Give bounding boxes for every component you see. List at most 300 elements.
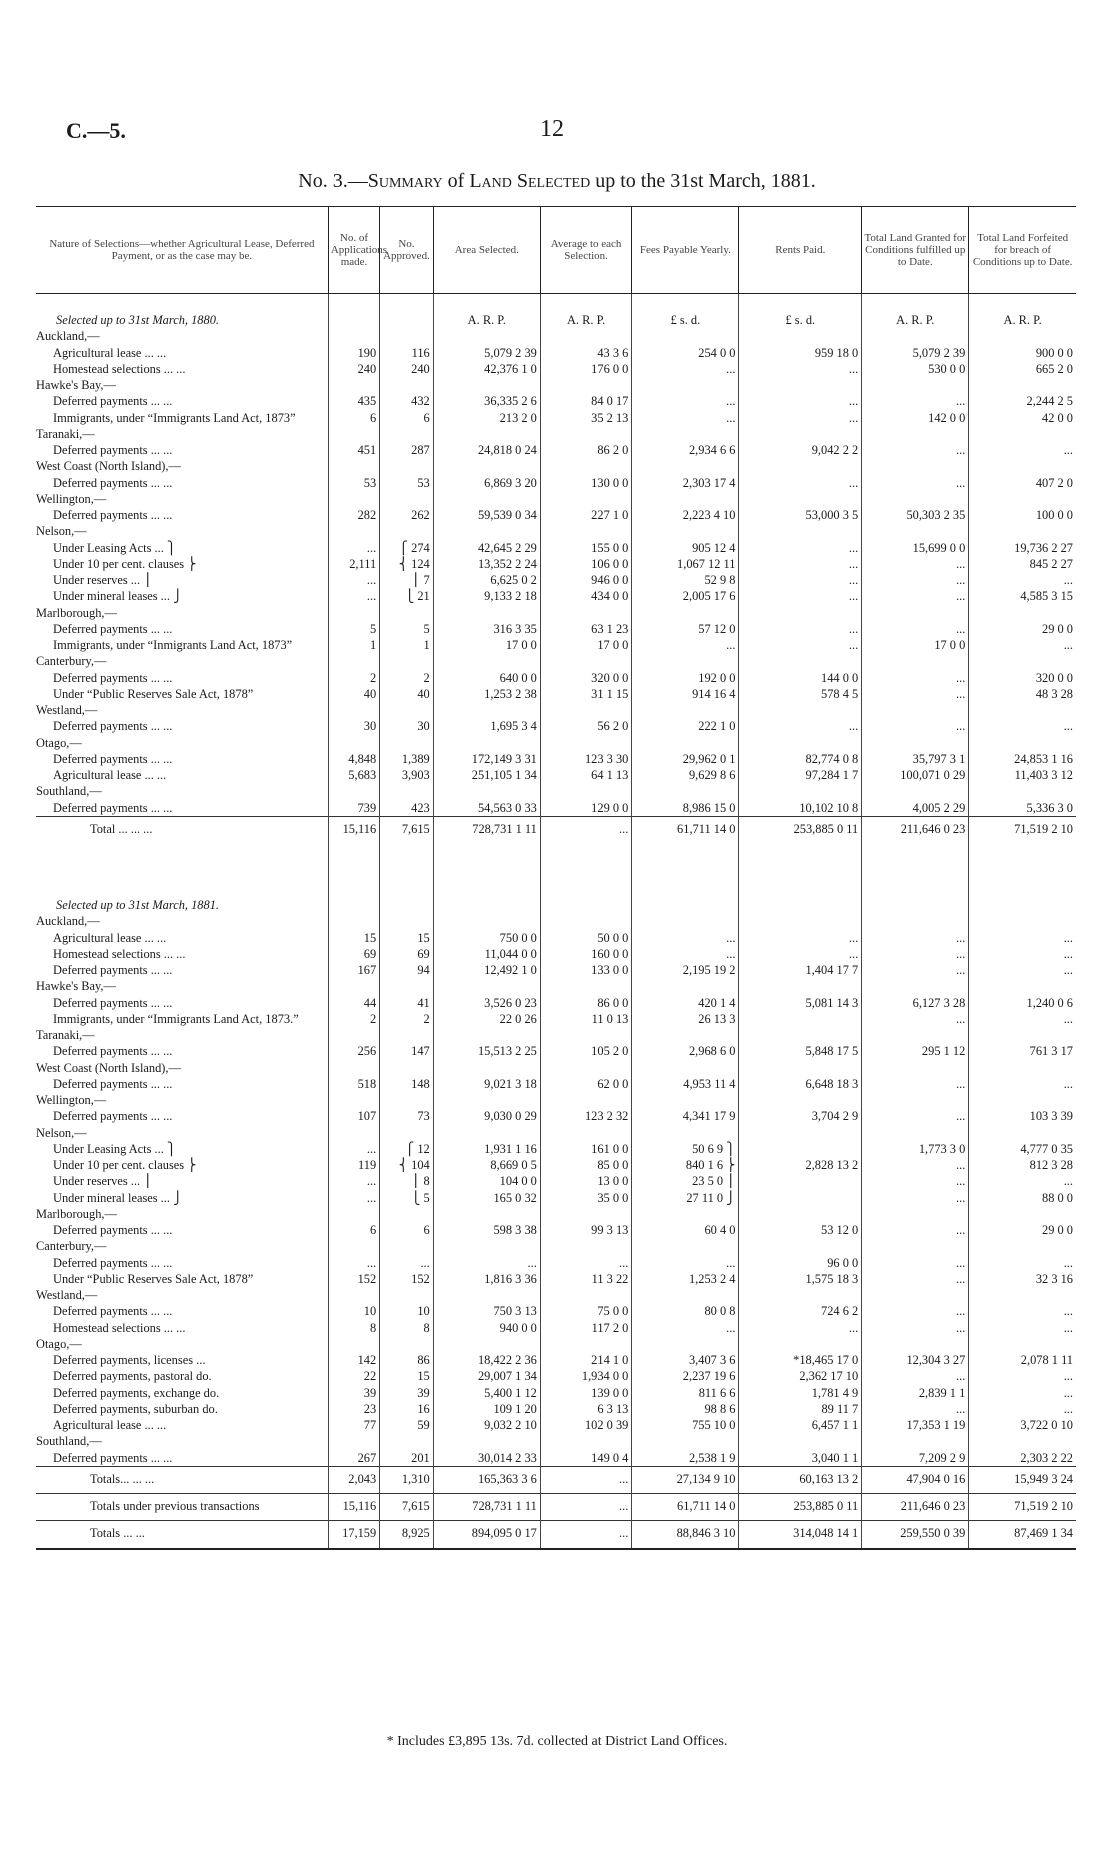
cell-granted bbox=[862, 328, 969, 344]
cell-apps: 739 bbox=[328, 800, 379, 817]
cell-area bbox=[433, 702, 540, 718]
selection-type: Deferred payments ... ... bbox=[53, 719, 173, 734]
cell-area: 42,376 1 0 bbox=[433, 361, 540, 377]
blank-cell: A. R. P. bbox=[969, 294, 1076, 329]
cell-apps: 6 bbox=[328, 410, 379, 426]
cell-apps bbox=[328, 1433, 379, 1449]
table-row bbox=[36, 442, 1076, 458]
cell-rents: 82,774 0 8 bbox=[739, 751, 862, 767]
cell-area bbox=[433, 1336, 540, 1352]
cell-granted: ... bbox=[862, 1222, 969, 1238]
cell-approved: 287 bbox=[380, 442, 434, 458]
table-row bbox=[36, 767, 1076, 783]
selection-type: Deferred payments ... ... bbox=[53, 995, 173, 1010]
cell-approved: ⎪ 8 bbox=[380, 1173, 434, 1189]
cell-area: 9,032 2 10 bbox=[433, 1417, 540, 1433]
cell-area: 251,105 1 34 bbox=[433, 767, 540, 783]
cell-apps: ... bbox=[328, 1141, 379, 1157]
cell-rents bbox=[739, 1027, 862, 1043]
cell-granted bbox=[862, 1060, 969, 1076]
selection-type: Deferred payments ... ... bbox=[53, 1076, 173, 1091]
cell-avg: 17 0 0 bbox=[540, 637, 632, 653]
selection-type: Homestead selections ... ... bbox=[53, 1320, 186, 1335]
cell-granted: 7,209 2 9 bbox=[862, 1450, 969, 1467]
cell-granted bbox=[862, 702, 969, 718]
cell-apps: 190 bbox=[328, 345, 379, 361]
cell-apps: ... bbox=[328, 540, 379, 556]
cell-apps: 518 bbox=[328, 1076, 379, 1092]
blank-cell bbox=[380, 879, 434, 913]
cell-avg: 85 0 0 bbox=[540, 1157, 632, 1173]
cell-area bbox=[433, 653, 540, 669]
region-row bbox=[36, 1092, 1076, 1108]
cell-fees: 2,005 17 6 bbox=[632, 588, 739, 604]
cell-granted: ... bbox=[862, 475, 969, 491]
cell-apps bbox=[328, 1125, 379, 1141]
table-row bbox=[36, 1011, 1076, 1027]
cell-apps: 8 bbox=[328, 1320, 379, 1336]
cell-avg: 35 0 0 bbox=[540, 1190, 632, 1206]
cell-forfeited: ... bbox=[969, 572, 1076, 588]
cell-apps: 6 bbox=[328, 1222, 379, 1238]
cell-area: 750 0 0 bbox=[433, 930, 540, 946]
region-name: Hawke's Bay,— bbox=[36, 979, 116, 994]
selection-type: Deferred payments, suburban do. bbox=[53, 1401, 218, 1416]
cell-fees: 905 12 4 bbox=[632, 540, 739, 556]
selection-type: Under reserves ... ⎪ bbox=[53, 573, 153, 587]
table-row bbox=[36, 410, 1076, 426]
cell-rents: 144 0 0 bbox=[739, 670, 862, 686]
table-row bbox=[36, 540, 1076, 556]
cell-approved: 6 bbox=[380, 410, 434, 426]
cell-approved: ⎧ 12 bbox=[380, 1141, 434, 1157]
gap-cell bbox=[36, 843, 328, 879]
cell-apps: ... bbox=[328, 1255, 379, 1271]
cell-apps: 5 bbox=[328, 621, 379, 637]
cell-approved bbox=[380, 458, 434, 474]
table-row bbox=[36, 1303, 1076, 1319]
cell-avg bbox=[540, 523, 632, 539]
cell-apps: 44 bbox=[328, 995, 379, 1011]
cell-granted: 2,839 1 1 bbox=[862, 1385, 969, 1401]
region-row bbox=[36, 426, 1076, 442]
table-row bbox=[36, 1173, 1076, 1189]
selection-type: Deferred payments ... ... bbox=[53, 1450, 173, 1465]
selection-type: Under Leasing Acts ... ⎫ bbox=[53, 1141, 177, 1156]
cell-forfeited: 761 3 17 bbox=[969, 1043, 1076, 1059]
cell-rents: ... bbox=[739, 475, 862, 491]
cell-forfeited: 4,777 0 35 bbox=[969, 1141, 1076, 1157]
region-name: Auckland,— bbox=[36, 329, 100, 344]
cell-rents: 89 11 7 bbox=[739, 1401, 862, 1417]
cell-granted bbox=[862, 491, 969, 507]
table-row bbox=[36, 1352, 1076, 1368]
cell-area: 172,149 3 31 bbox=[433, 751, 540, 767]
cell-rents: 253,885 0 11 bbox=[739, 1494, 862, 1521]
cell-fees: ... bbox=[632, 410, 739, 426]
region-name: West Coast (North Island),— bbox=[36, 459, 181, 474]
selection-type: Under mineral leases ... ⎭ bbox=[53, 1190, 183, 1205]
cell-granted: 530 0 0 bbox=[862, 361, 969, 377]
cell-forfeited bbox=[969, 783, 1076, 799]
cell-forfeited bbox=[969, 1092, 1076, 1108]
cell-fees: ... bbox=[632, 361, 739, 377]
col-nature: Nature of Selections—whether Agricultural Lease, Deferred Payment, or as the case may be. bbox=[36, 207, 328, 294]
cell-approved: 116 bbox=[380, 345, 434, 361]
cell-forfeited: ... bbox=[969, 1368, 1076, 1384]
column-headers bbox=[36, 207, 1076, 294]
cell-approved: 5 bbox=[380, 621, 434, 637]
cell-avg: 105 2 0 bbox=[540, 1043, 632, 1059]
cell-forfeited bbox=[969, 702, 1076, 718]
cell-approved bbox=[380, 1336, 434, 1352]
selection-type: Deferred payments ... ... bbox=[53, 1223, 173, 1237]
cell-avg: 130 0 0 bbox=[540, 475, 632, 491]
cell-fees bbox=[632, 328, 739, 344]
cell-approved: 2 bbox=[380, 1011, 434, 1027]
table-row bbox=[36, 475, 1076, 491]
cell-area: 728,731 1 11 bbox=[433, 816, 540, 843]
col-fees: Fees Payable Yearly. bbox=[632, 207, 739, 294]
region-row bbox=[36, 458, 1076, 474]
cell-granted: ... bbox=[862, 572, 969, 588]
selection-type: Deferred payments ... ... bbox=[53, 670, 173, 685]
selection-type: Deferred payments ... ... bbox=[53, 621, 173, 636]
cell-area: 3,526 0 23 bbox=[433, 995, 540, 1011]
table-row bbox=[36, 946, 1076, 962]
cell-avg bbox=[540, 702, 632, 718]
cell-area bbox=[433, 1287, 540, 1303]
cell-rents: 2,362 17 10 bbox=[739, 1368, 862, 1384]
cell-fees bbox=[632, 377, 739, 393]
gap-cell bbox=[969, 843, 1076, 879]
cell-fees: 80 0 8 bbox=[632, 1303, 739, 1319]
cell-avg: ... bbox=[540, 1466, 632, 1493]
cell-fees bbox=[632, 605, 739, 621]
cell-granted: 6,127 3 28 bbox=[862, 995, 969, 1011]
cell-area: 9,133 2 18 bbox=[433, 588, 540, 604]
cell-forfeited: 48 3 28 bbox=[969, 686, 1076, 702]
cell-fees: 61,711 14 0 bbox=[632, 1494, 739, 1521]
cell-area: ... bbox=[433, 1255, 540, 1271]
table-row bbox=[36, 361, 1076, 377]
cell-avg: 35 2 13 bbox=[540, 410, 632, 426]
cell-approved: 15 bbox=[380, 930, 434, 946]
cell-granted bbox=[862, 1092, 969, 1108]
cell-approved: 240 bbox=[380, 361, 434, 377]
gap-cell bbox=[540, 843, 632, 879]
selection-type: Deferred payments, pastoral do. bbox=[53, 1369, 212, 1384]
cell-avg: 123 3 30 bbox=[540, 751, 632, 767]
cell-area bbox=[433, 735, 540, 751]
cell-rents: 578 4 5 bbox=[739, 686, 862, 702]
cell-approved: 69 bbox=[380, 946, 434, 962]
cell-granted: ... bbox=[862, 1173, 969, 1189]
cell-avg: 106 0 0 bbox=[540, 556, 632, 572]
cell-area: 42,645 2 29 bbox=[433, 540, 540, 556]
cell-forfeited bbox=[969, 328, 1076, 344]
totals-row bbox=[36, 1466, 1076, 1493]
cell-approved: 147 bbox=[380, 1043, 434, 1059]
cell-area bbox=[433, 458, 540, 474]
cell-avg bbox=[540, 426, 632, 442]
cell-approved: 1,310 bbox=[380, 1466, 434, 1493]
cell-rents: ... bbox=[739, 361, 862, 377]
cell-apps: 1 bbox=[328, 637, 379, 653]
cell-fees: 2,934 6 6 bbox=[632, 442, 739, 458]
blank-cell bbox=[862, 879, 969, 913]
cell-granted: ... bbox=[862, 1401, 969, 1417]
cell-fees: ... bbox=[632, 946, 739, 962]
table-row bbox=[36, 572, 1076, 588]
cell-rents bbox=[739, 523, 862, 539]
selection-type: Under “Public Reserves Sale Act, 1878” bbox=[53, 686, 254, 701]
cell-apps: 22 bbox=[328, 1368, 379, 1384]
cell-rents bbox=[739, 328, 862, 344]
cell-apps bbox=[328, 653, 379, 669]
cell-avg bbox=[540, 1060, 632, 1076]
cell-granted bbox=[862, 1206, 969, 1222]
cell-approved: 1 bbox=[380, 637, 434, 653]
cell-rents bbox=[739, 1336, 862, 1352]
cell-area: 15,513 2 25 bbox=[433, 1043, 540, 1059]
cell-approved: 86 bbox=[380, 1352, 434, 1368]
selection-type: Under 10 per cent. clauses ⎬ bbox=[53, 556, 197, 571]
cell-approved: 8 bbox=[380, 1320, 434, 1336]
blank-cell bbox=[540, 879, 632, 913]
cell-rents bbox=[739, 458, 862, 474]
cell-granted: ... bbox=[862, 1303, 969, 1319]
cell-fees: 2,303 17 4 bbox=[632, 475, 739, 491]
cell-area: 940 0 0 bbox=[433, 1320, 540, 1336]
cell-apps bbox=[328, 1206, 379, 1222]
selection-type: Deferred payments ... ... bbox=[53, 800, 173, 815]
cell-fees: 2,195 19 2 bbox=[632, 962, 739, 978]
cell-avg: 129 0 0 bbox=[540, 800, 632, 817]
table-row bbox=[36, 393, 1076, 409]
table-row bbox=[36, 1320, 1076, 1336]
cell-granted bbox=[862, 783, 969, 799]
cell-fees bbox=[632, 458, 739, 474]
cell-rents bbox=[739, 377, 862, 393]
cell-rents: ... bbox=[739, 946, 862, 962]
selection-type: Deferred payments ... ... bbox=[53, 1255, 173, 1270]
cell-granted: 142 0 0 bbox=[862, 410, 969, 426]
cell-granted: ... bbox=[862, 393, 969, 409]
cell-area: 13,352 2 24 bbox=[433, 556, 540, 572]
region-name: Otago,— bbox=[36, 1336, 82, 1351]
selection-type: Deferred payments ... ... bbox=[53, 508, 173, 522]
section-gap bbox=[36, 843, 1076, 879]
cell-apps: 282 bbox=[328, 507, 379, 523]
cell-fees bbox=[632, 426, 739, 442]
cell-apps: 256 bbox=[328, 1043, 379, 1059]
cell-forfeited bbox=[969, 458, 1076, 474]
table-row bbox=[36, 995, 1076, 1011]
blank-cell bbox=[328, 879, 379, 913]
cell-apps bbox=[328, 735, 379, 751]
cell-forfeited: 103 3 39 bbox=[969, 1108, 1076, 1124]
cell-granted: 211,646 0 23 bbox=[862, 816, 969, 843]
cell-fees: 26 13 3 bbox=[632, 1011, 739, 1027]
col-granted: Total Land Granted for Conditions fulfilled up to Date. bbox=[862, 207, 969, 294]
cell-avg bbox=[540, 328, 632, 344]
cell-avg: ... bbox=[540, 1521, 632, 1549]
cell-approved: 53 bbox=[380, 475, 434, 491]
cell-apps: ... bbox=[328, 588, 379, 604]
cell-avg: 99 3 13 bbox=[540, 1222, 632, 1238]
cell-forfeited: 19,736 2 27 bbox=[969, 540, 1076, 556]
table-row bbox=[36, 507, 1076, 523]
cell-forfeited: 100 0 0 bbox=[969, 507, 1076, 523]
cell-apps: 15 bbox=[328, 930, 379, 946]
region-name: Westland,— bbox=[36, 703, 98, 717]
cell-avg: 1,934 0 0 bbox=[540, 1368, 632, 1384]
cell-apps bbox=[328, 605, 379, 621]
selection-type: Under “Public Reserves Sale Act, 1878” bbox=[53, 1271, 254, 1286]
cell-fees bbox=[632, 978, 739, 994]
cell-rents bbox=[739, 735, 862, 751]
cell-apps: 167 bbox=[328, 962, 379, 978]
blank-cell: A. R. P. bbox=[540, 294, 632, 329]
cell-fees bbox=[632, 783, 739, 799]
cell-approved bbox=[380, 1092, 434, 1108]
cell-apps bbox=[328, 1238, 379, 1254]
cell-avg: 434 0 0 bbox=[540, 588, 632, 604]
cell-granted: 211,646 0 23 bbox=[862, 1494, 969, 1521]
cell-forfeited: 71,519 2 10 bbox=[969, 1494, 1076, 1521]
cell-rents bbox=[739, 1173, 862, 1189]
cell-forfeited bbox=[969, 491, 1076, 507]
cell-fees: 420 1 4 bbox=[632, 995, 739, 1011]
cell-approved: ⎪ 7 bbox=[380, 572, 434, 588]
cell-area bbox=[433, 426, 540, 442]
cell-avg: 50 0 0 bbox=[540, 930, 632, 946]
cell-approved: ⎩ 21 bbox=[380, 588, 434, 604]
cell-apps: 119 bbox=[328, 1157, 379, 1173]
cell-avg: 11 0 13 bbox=[540, 1011, 632, 1027]
cell-granted: ... bbox=[862, 1190, 969, 1206]
cell-approved: ⎨ 124 bbox=[380, 556, 434, 572]
cell-apps bbox=[328, 1027, 379, 1043]
cell-granted: ... bbox=[862, 670, 969, 686]
cell-forfeited: ... bbox=[969, 1320, 1076, 1336]
cell-forfeited: 88 0 0 bbox=[969, 1190, 1076, 1206]
cell-avg: 946 0 0 bbox=[540, 572, 632, 588]
cell-avg: 176 0 0 bbox=[540, 361, 632, 377]
cell-rents bbox=[739, 1125, 862, 1141]
selection-type: Deferred payments ... ... bbox=[53, 1304, 173, 1319]
selection-type: Deferred payments ... ... bbox=[53, 963, 173, 977]
gap-cell bbox=[380, 843, 434, 879]
region-name: Auckland,— bbox=[36, 914, 100, 929]
cell-granted: ... bbox=[862, 621, 969, 637]
cell-rents: 3,040 1 1 bbox=[739, 1450, 862, 1467]
selection-type: Under mineral leases ... ⎭ bbox=[53, 589, 183, 604]
cell-apps bbox=[328, 978, 379, 994]
cell-area: 17 0 0 bbox=[433, 637, 540, 653]
cell-rents: 959 18 0 bbox=[739, 345, 862, 361]
selection-type: Deferred payments, licenses ... bbox=[53, 1353, 206, 1367]
cell-forfeited: ... bbox=[969, 1255, 1076, 1271]
selection-type: Agricultural lease ... ... bbox=[53, 930, 167, 945]
cell-avg: 123 2 32 bbox=[540, 1108, 632, 1124]
cell-fees: ... bbox=[632, 1320, 739, 1336]
cell-approved: ⎧ 274 bbox=[380, 540, 434, 556]
cell-avg: 64 1 13 bbox=[540, 767, 632, 783]
table-row bbox=[36, 1385, 1076, 1401]
cell-fees: 60 4 0 bbox=[632, 1222, 739, 1238]
cell-granted: 17,353 1 19 bbox=[862, 1417, 969, 1433]
cell-area: 5,079 2 39 bbox=[433, 345, 540, 361]
cell-area: 6,869 3 20 bbox=[433, 475, 540, 491]
cell-granted: ... bbox=[862, 686, 969, 702]
cell-rents bbox=[739, 653, 862, 669]
table-row bbox=[36, 930, 1076, 946]
cell-rents: ... bbox=[739, 637, 862, 653]
cell-granted: ... bbox=[862, 962, 969, 978]
cell-fees: 88,846 3 10 bbox=[632, 1521, 739, 1549]
selection-type: Agricultural lease ... ... bbox=[53, 1418, 167, 1432]
cell-granted: ... bbox=[862, 556, 969, 572]
region-row bbox=[36, 1433, 1076, 1449]
cell-avg: 43 3 6 bbox=[540, 345, 632, 361]
cell-approved: 39 bbox=[380, 1385, 434, 1401]
cell-area: 8,669 0 5 bbox=[433, 1157, 540, 1173]
cell-rents: ... bbox=[739, 556, 862, 572]
table-row bbox=[36, 1255, 1076, 1271]
cell-approved: 30 bbox=[380, 718, 434, 734]
cell-apps: 17,159 bbox=[328, 1521, 379, 1549]
cell-forfeited: 407 2 0 bbox=[969, 475, 1076, 491]
table-row bbox=[36, 1076, 1076, 1092]
region-row bbox=[36, 1206, 1076, 1222]
region-row bbox=[36, 913, 1076, 929]
cell-apps bbox=[328, 913, 379, 929]
cell-granted: ... bbox=[862, 1157, 969, 1173]
region-row bbox=[36, 491, 1076, 507]
cell-apps: 152 bbox=[328, 1271, 379, 1287]
cell-area bbox=[433, 783, 540, 799]
table-row bbox=[36, 1450, 1076, 1467]
cell-apps: 69 bbox=[328, 946, 379, 962]
cell-approved: 423 bbox=[380, 800, 434, 817]
table-row bbox=[36, 670, 1076, 686]
cell-granted bbox=[862, 913, 969, 929]
cell-granted bbox=[862, 377, 969, 393]
table-row bbox=[36, 621, 1076, 637]
cell-approved: ... bbox=[380, 1255, 434, 1271]
cell-fees: ... bbox=[632, 637, 739, 653]
cell-apps: 5,683 bbox=[328, 767, 379, 783]
cell-forfeited: 2,244 2 5 bbox=[969, 393, 1076, 409]
cell-fees: 29,962 0 1 bbox=[632, 751, 739, 767]
cell-approved: 3,903 bbox=[380, 767, 434, 783]
selection-type: Under reserves ... ⎪ bbox=[53, 1174, 153, 1189]
cell-apps bbox=[328, 426, 379, 442]
cell-granted bbox=[862, 1027, 969, 1043]
cell-fees bbox=[632, 1206, 739, 1222]
cell-forfeited: 812 3 28 bbox=[969, 1157, 1076, 1173]
cell-granted bbox=[862, 735, 969, 751]
cell-apps bbox=[328, 491, 379, 507]
cell-avg bbox=[540, 458, 632, 474]
cell-apps: 39 bbox=[328, 1385, 379, 1401]
cell-apps bbox=[328, 702, 379, 718]
cell-forfeited: 42 0 0 bbox=[969, 410, 1076, 426]
cell-avg: 86 0 0 bbox=[540, 995, 632, 1011]
cell-granted: ... bbox=[862, 1108, 969, 1124]
